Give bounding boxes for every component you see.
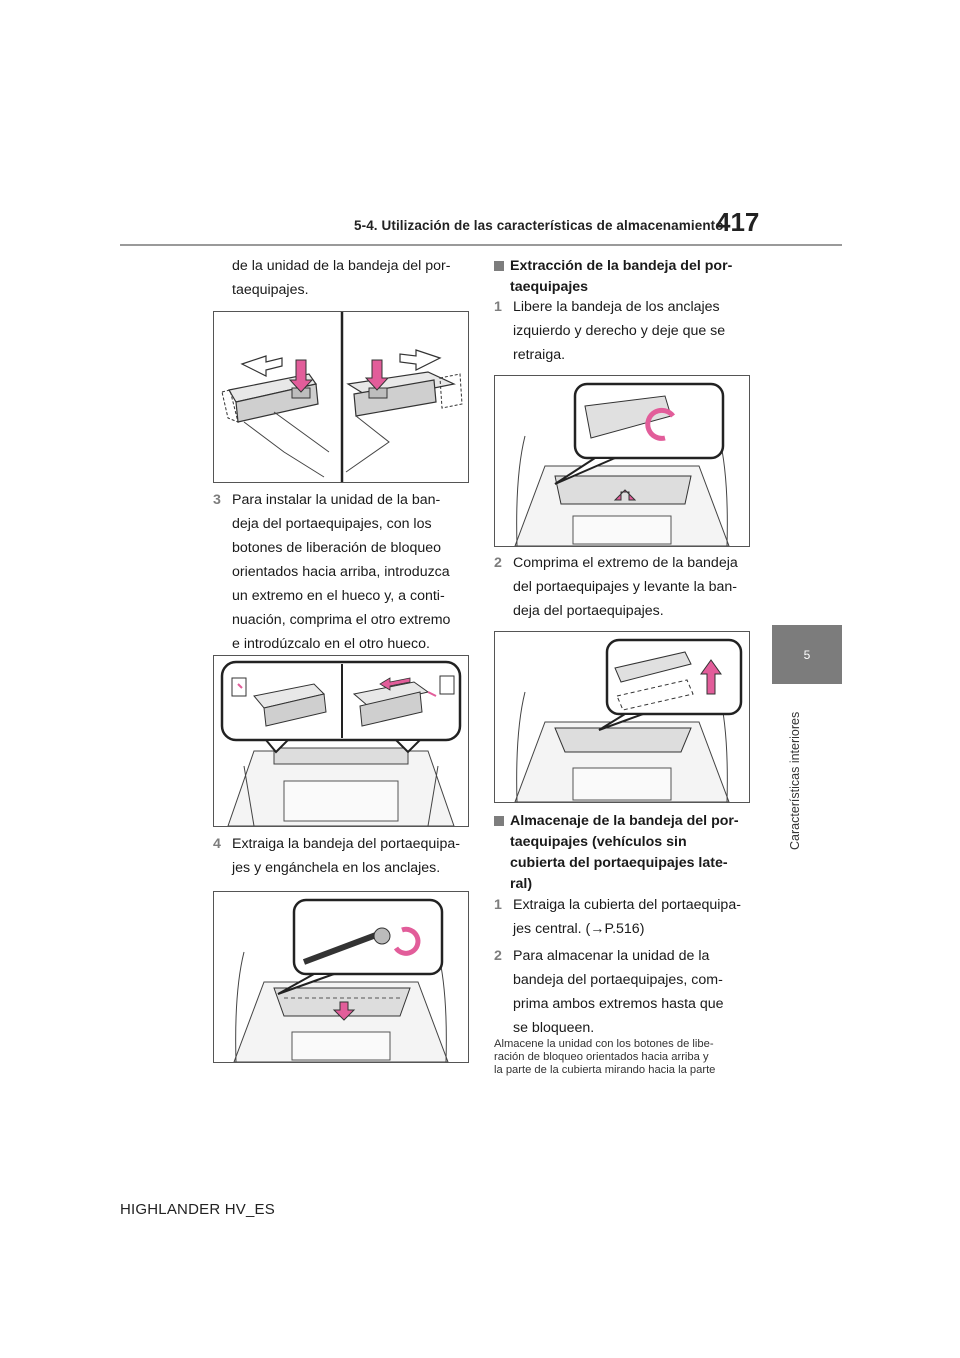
chapter-tab	[772, 625, 842, 684]
removal-step-2-number: 2	[494, 555, 502, 571]
tray-lift-illustration	[495, 632, 749, 802]
chapter-label-wrapper	[782, 690, 812, 860]
step-4	[213, 832, 478, 880]
removal-step-2	[494, 551, 759, 623]
storage-step-1-text: Extraiga la cubierta del portaequipa- jes central. (→P.516)	[513, 897, 741, 937]
figure-tray-release	[213, 311, 469, 483]
tray-retract-illustration	[495, 376, 749, 546]
heading-square-icon	[494, 261, 504, 271]
chapter-number: 5	[803, 647, 811, 662]
removal-step-1	[494, 295, 759, 367]
section-title: 5-4. Utilización de las características de almacenamiento	[354, 218, 724, 233]
figure-tray-install	[213, 655, 469, 827]
step-4-number: 4	[213, 836, 221, 852]
step-4-text: Extraiga la bandeja del portaequipa- jes y engánchela en los anclajes.	[232, 836, 460, 876]
removal-step-1-number: 1	[494, 299, 502, 315]
heading-square-icon	[494, 816, 504, 826]
header-divider	[120, 244, 842, 246]
removal-heading: Extracción de la bandeja del por- taequipajes	[494, 256, 754, 298]
figure-tray-hook	[213, 891, 469, 1063]
step-3-text: Para instalar la unidad de la ban- deja del portaequipajes, con los botones de liberación de bloqueo orientados hacia arriba, introduzca un extremo en el hueco y, a conti- nuación, comprima el otro extremo e introdúzcalo en el otro hueco.	[232, 492, 451, 652]
page-number: 417	[716, 207, 760, 237]
storage-heading: Almacenaje de la bandeja del por- taequipajes (vehículos sin cubierta del portaequipajes late- ral)	[494, 811, 754, 895]
storage-step-2-text: Para almacenar la unidad de la bandeja del portaequipajes, com- prima ambos extremos hasta que se bloqueen.	[513, 948, 724, 1036]
tray-release-illustration	[214, 312, 468, 482]
removal-step-1-text: Libere la bandeja de los anclajes izquierdo y derecho y deje que se retraiga.	[513, 299, 726, 363]
storage-step-1	[494, 893, 759, 941]
figure-tray-lift	[494, 631, 750, 803]
model-label: HIGHLANDER HV_ES	[120, 1201, 275, 1218]
tray-hook-illustration	[214, 892, 468, 1062]
storage-step-1-number: 1	[494, 897, 502, 913]
storage-note: Almacene la unidad con los botones de libe- ración de bloqueo orientados hacia arriba y la parte de la cubierta mirando hacia la parte	[494, 1038, 716, 1077]
chapter-label: Características interiores	[788, 711, 802, 850]
step-3	[213, 488, 478, 656]
tray-install-illustration	[214, 656, 468, 826]
step-3-number: 3	[213, 492, 221, 508]
figure-tray-release-anchors	[494, 375, 750, 547]
storage-step-2	[494, 944, 759, 1040]
intro-text: de la unidad de la bandeja del por- taequipajes.	[232, 258, 451, 298]
removal-step-2-text: Comprima el extremo de la bandeja del portaequipajes y levante la ban- deja del portaequipajes.	[513, 555, 738, 619]
storage-step-2-number: 2	[494, 948, 502, 964]
